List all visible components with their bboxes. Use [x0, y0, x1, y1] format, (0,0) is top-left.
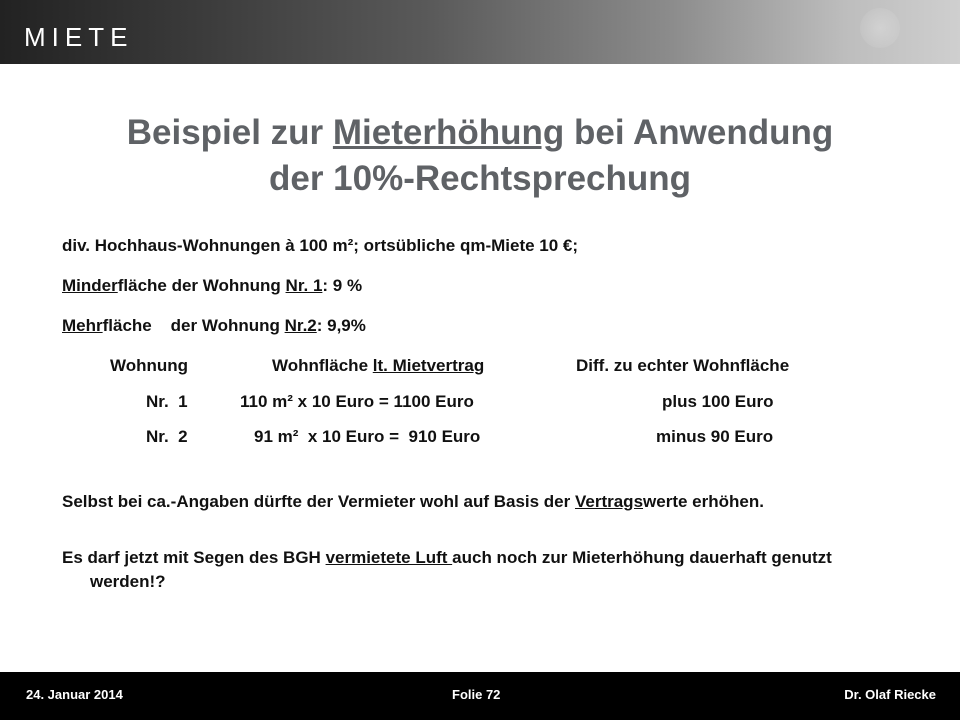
text: werte erhöhen.	[643, 492, 764, 511]
header-bar	[0, 0, 960, 64]
slide-title	[60, 110, 900, 202]
conclusion-paragraph-2	[62, 546, 900, 594]
decorative-glow	[860, 8, 900, 48]
footer-slide-number: Folie 72	[452, 687, 501, 702]
column-header-diff: Diff. zu echter Wohnfläche	[576, 356, 790, 375]
underlined-text: lt. Mietvertrag	[372, 356, 485, 375]
intro-line-2	[62, 276, 362, 296]
table-row	[0, 427, 960, 451]
cell-wohnflaeche: 91 m² x 10 Euro = 910 Euro	[254, 427, 481, 446]
text: fläche der Wohnung	[117, 276, 286, 295]
intro-line-3	[62, 316, 366, 336]
underlined-text: Minder	[62, 276, 118, 295]
cell-wohnung: Nr. 1	[146, 392, 188, 411]
column-header-wohnflaeche	[272, 356, 484, 376]
title-text: bei Anwendung	[564, 113, 834, 152]
underlined-text: vermietete Luft	[325, 548, 453, 567]
underlined-text: Mehr	[62, 316, 103, 335]
footer-date: 24. Januar 2014	[26, 687, 123, 702]
conclusion-paragraph-1	[62, 490, 900, 514]
column-header-wohnung: Wohnung	[110, 356, 189, 375]
cell-diff: minus 90 Euro	[656, 427, 774, 446]
cell-diff: plus 100 Euro	[662, 392, 774, 411]
text: Selbst bei ca.-Angaben dürfte der Vermieter wohl auf Basis der	[62, 492, 575, 511]
text: Wohnfläche	[272, 356, 373, 375]
text: : 9 %	[322, 276, 363, 295]
cell-wohnung: Nr. 2	[146, 427, 188, 446]
footer-author: Dr. Olaf Riecke	[844, 687, 936, 702]
underlined-text: Vertrags	[574, 492, 644, 511]
table-row	[0, 392, 960, 416]
cell-wohnflaeche: 110 m² x 10 Euro = 1100 Euro	[240, 392, 474, 411]
title-text: Beispiel zur	[126, 113, 333, 152]
underlined-text: Nr.2	[284, 316, 317, 335]
footer-bar	[0, 672, 960, 720]
text: auch noch zur Mieterhöhung dauerhaft genutzt werden!?	[90, 548, 832, 591]
section-label: MIETE	[24, 22, 134, 52]
text: : 9,9%	[316, 316, 366, 335]
title-line-2: der 10%-Rechtsprechung	[268, 159, 692, 198]
table-header-row	[0, 356, 960, 380]
title-line-1	[60, 110, 900, 156]
underlined-text: Nr. 1	[285, 276, 323, 295]
title-underlined-word: Mieterhöhung	[332, 113, 565, 152]
text: Es darf jetzt mit Segen des BGH	[62, 548, 326, 567]
text: fläche der Wohnung	[102, 316, 285, 335]
intro-line-1: div. Hochhaus-Wohnungen à 100 m²; ortsübliche qm-Miete 10 €;	[62, 236, 579, 255]
